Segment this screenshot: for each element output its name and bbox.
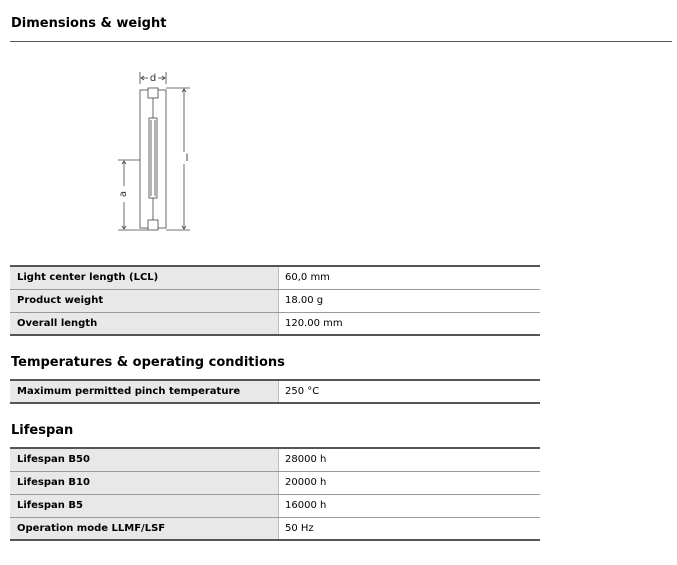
row-value: 50 Hz — [279, 517, 541, 540]
dimensions-table — [10, 265, 540, 336]
row-value: 28000 h — [279, 448, 541, 471]
section-divider — [10, 41, 672, 42]
row-label: Lifespan B10 — [10, 471, 279, 494]
table-row — [10, 289, 540, 312]
row-label: Light center length (LCL) — [10, 266, 279, 289]
diagram-label-a: a — [118, 190, 129, 198]
row-label: Overall length — [10, 312, 279, 335]
lamp-dimension-diagram — [110, 68, 200, 238]
row-value: 120.00 mm — [279, 312, 541, 335]
row-value: 250 °C — [279, 380, 541, 403]
temperatures-table — [10, 379, 540, 404]
table-row — [10, 312, 540, 335]
section-title-dimensions: Dimensions & weight — [11, 16, 167, 31]
row-value: 18.00 g — [279, 289, 541, 312]
lifespan-table — [10, 447, 540, 541]
section-title-temperatures: Temperatures & operating conditions — [11, 355, 285, 370]
table-row — [10, 494, 540, 517]
table-row — [10, 380, 540, 403]
row-label: Maximum permitted pinch temperature — [10, 380, 279, 403]
row-value: 60,0 mm — [279, 266, 541, 289]
table-row — [10, 471, 540, 494]
diagram-label-l: l — [185, 153, 189, 164]
table-row — [10, 448, 540, 471]
row-label: Lifespan B50 — [10, 448, 279, 471]
row-label: Operation mode LLMF/LSF — [10, 517, 279, 540]
diagram-label-d: d — [149, 73, 157, 84]
row-value: 20000 h — [279, 471, 541, 494]
row-label: Lifespan B5 — [10, 494, 279, 517]
row-value: 16000 h — [279, 494, 541, 517]
table-row — [10, 517, 540, 540]
section-title-lifespan: Lifespan — [11, 423, 74, 438]
row-label: Product weight — [10, 289, 279, 312]
table-row — [10, 266, 540, 289]
